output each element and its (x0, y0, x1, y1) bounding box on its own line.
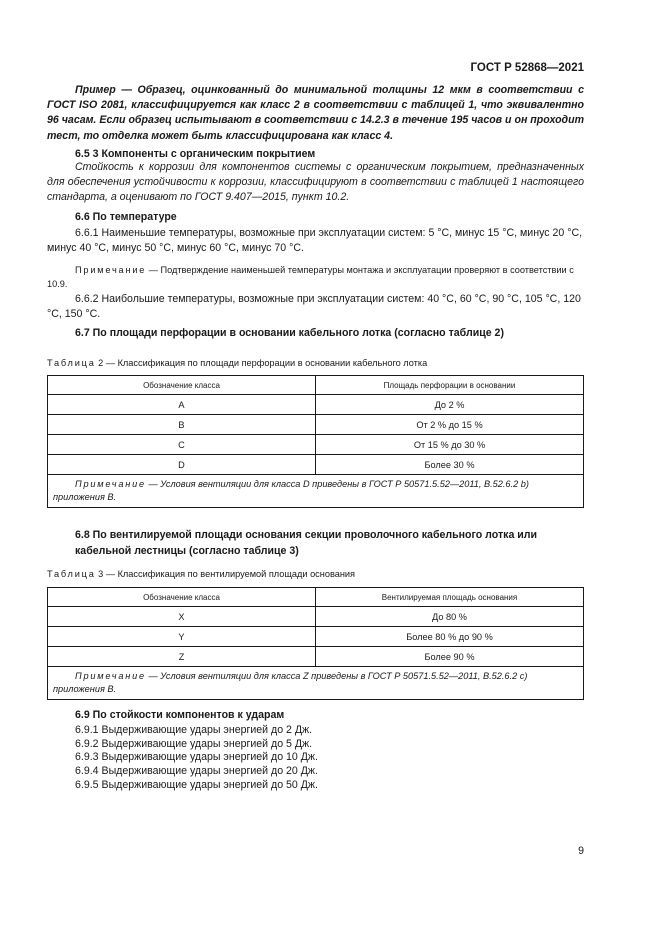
caption-text: 2 — Классификация по площади перфорации в основании кабельного лотка (95, 358, 428, 368)
table-3-caption (47, 569, 355, 579)
table-3-note (48, 667, 584, 700)
note-label: Примечание (75, 671, 146, 681)
note-6-6 (47, 263, 584, 291)
table-row (48, 415, 584, 435)
section-6-9-heading: 6.9 По стойкости компонентов к ударам (75, 709, 285, 721)
example-label: Пример — (75, 84, 138, 96)
value-cell: До 80 % (316, 607, 584, 627)
table-2-note (48, 475, 584, 508)
example-text: Образец, оцинкованный до минимальной толщины 12 мкм в соответствии с ГОСТ ISO 2081, классифицируется как класс 2 в соответствии с таблицей 1, что эквивалентно 96 часам. Если образец испытывают в соответствии с 14.2.3 в течение 195 часов и он проходит тест, то отделка может быть классифицирована как класс 4. (47, 84, 584, 142)
paragraph-6-6-1: 6.6.1 Наименьшие температуры, возможные при эксплуатации систем: 5 °С, минус 15 °С, минус 20 °С, минус 40 °С, минус 50 °С, минус 60 °С, минус 70 °С. (47, 227, 583, 255)
section-6-7-heading: 6.7 По площади перфорации в основании кабельного лотка (согласно таблице 2) (75, 327, 504, 339)
value-cell: Более 30 % (316, 455, 584, 475)
class-cell: Z (48, 647, 316, 667)
caption-text: 3 — Классификация по вентилируемой площади основания (95, 569, 356, 579)
list-item: 6.9.5 Выдерживающие удары энергией до 50 Дж. (75, 778, 318, 791)
paragraph-6-6-2: 6.6.2 Наибольшие температуры, возможные при эксплуатации систем: 40 °С, 60 °С, 90 °С, 105 °С, 120 °С, 150 °С. (47, 293, 581, 321)
class-cell: C (48, 435, 316, 455)
value-cell: До 2 % (316, 395, 584, 415)
table-header-row (48, 588, 584, 607)
section-6-5-3-heading: 6.5 3 Компоненты с органическим покрытием (75, 148, 316, 160)
caption-label: Таблица (47, 569, 96, 579)
example-paragraph (47, 83, 584, 144)
note-text: — Условия вентиляции для класса D приведены в ГОСТ Р 50571.5.52—2011, В.52.6.2 b) приложения В. (53, 479, 529, 502)
value-cell: Более 90 % (316, 647, 584, 667)
section-6-6-heading: 6.6 По температуре (75, 211, 177, 223)
value-cell: От 15 % до 30 % (316, 435, 584, 455)
table-row (48, 607, 584, 627)
class-cell: A (48, 395, 316, 415)
table-note-row (48, 475, 584, 508)
class-cell: X (48, 607, 316, 627)
value-cell: От 2 % до 15 % (316, 415, 584, 435)
section-6-8-heading: 6.8 По вентилируемой площади основания секции проволочного кабельного лотка или кабельной лестницы (согласно таблице 3) (75, 529, 538, 557)
impact-list (75, 724, 318, 793)
column-header: Вентилируемая площадь основания (316, 588, 584, 607)
table-row (48, 435, 584, 455)
table-row (48, 627, 584, 647)
table-2-caption (47, 358, 427, 368)
class-cell: D (48, 455, 316, 475)
section-6-5-3-text: Стойкость к коррозии для компонентов системы с органическим покрытием, предназначенных для обеспечения устойчивости к коррозии, классифицируют в соответствии с таблицей 1 настоящего стандарта, а оценивают по ГОСТ 9.407—2015, пункт 10.2. (47, 161, 584, 204)
column-header: Площадь перфорации в основании (316, 376, 584, 395)
note-text: — Условия вентиляции для класса Z приведены в ГОСТ Р 50571.5.52—2011, В.52.6.2 с) приложения В. (53, 671, 528, 694)
table-header-row (48, 376, 584, 395)
class-cell: Y (48, 627, 316, 647)
table-row (48, 455, 584, 475)
table-2 (47, 375, 584, 508)
note-label: Примечание (75, 265, 147, 275)
caption-label: Таблица (47, 358, 96, 368)
column-header: Обозначение класса (48, 376, 316, 395)
table-3 (47, 587, 584, 700)
list-item: 6.9.2 Выдерживающие удары энергией до 5 Дж. (75, 737, 313, 750)
table-note-row (48, 667, 584, 700)
class-cell: B (48, 415, 316, 435)
page-number: 9 (578, 845, 584, 857)
table-row (48, 395, 584, 415)
column-header: Обозначение класса (48, 588, 316, 607)
table-row (48, 647, 584, 667)
list-item: 6.9.3 Выдерживающие удары энергией до 10 Дж. (75, 751, 318, 764)
value-cell: Более 80 % до 90 % (316, 627, 584, 647)
note-text: — Подтверждение наименьшей температуры монтажа и эксплуатации проверяют в соответствии с 10.9. (47, 265, 574, 289)
list-item: 6.9.1 Выдерживающие удары энергией до 2 Дж. (75, 724, 313, 736)
note-label: Примечание (75, 479, 146, 489)
document-header-id: ГОСТ Р 52868—2021 (470, 62, 584, 74)
list-item: 6.9.4 Выдерживающие удары энергией до 20 Дж. (75, 765, 318, 778)
